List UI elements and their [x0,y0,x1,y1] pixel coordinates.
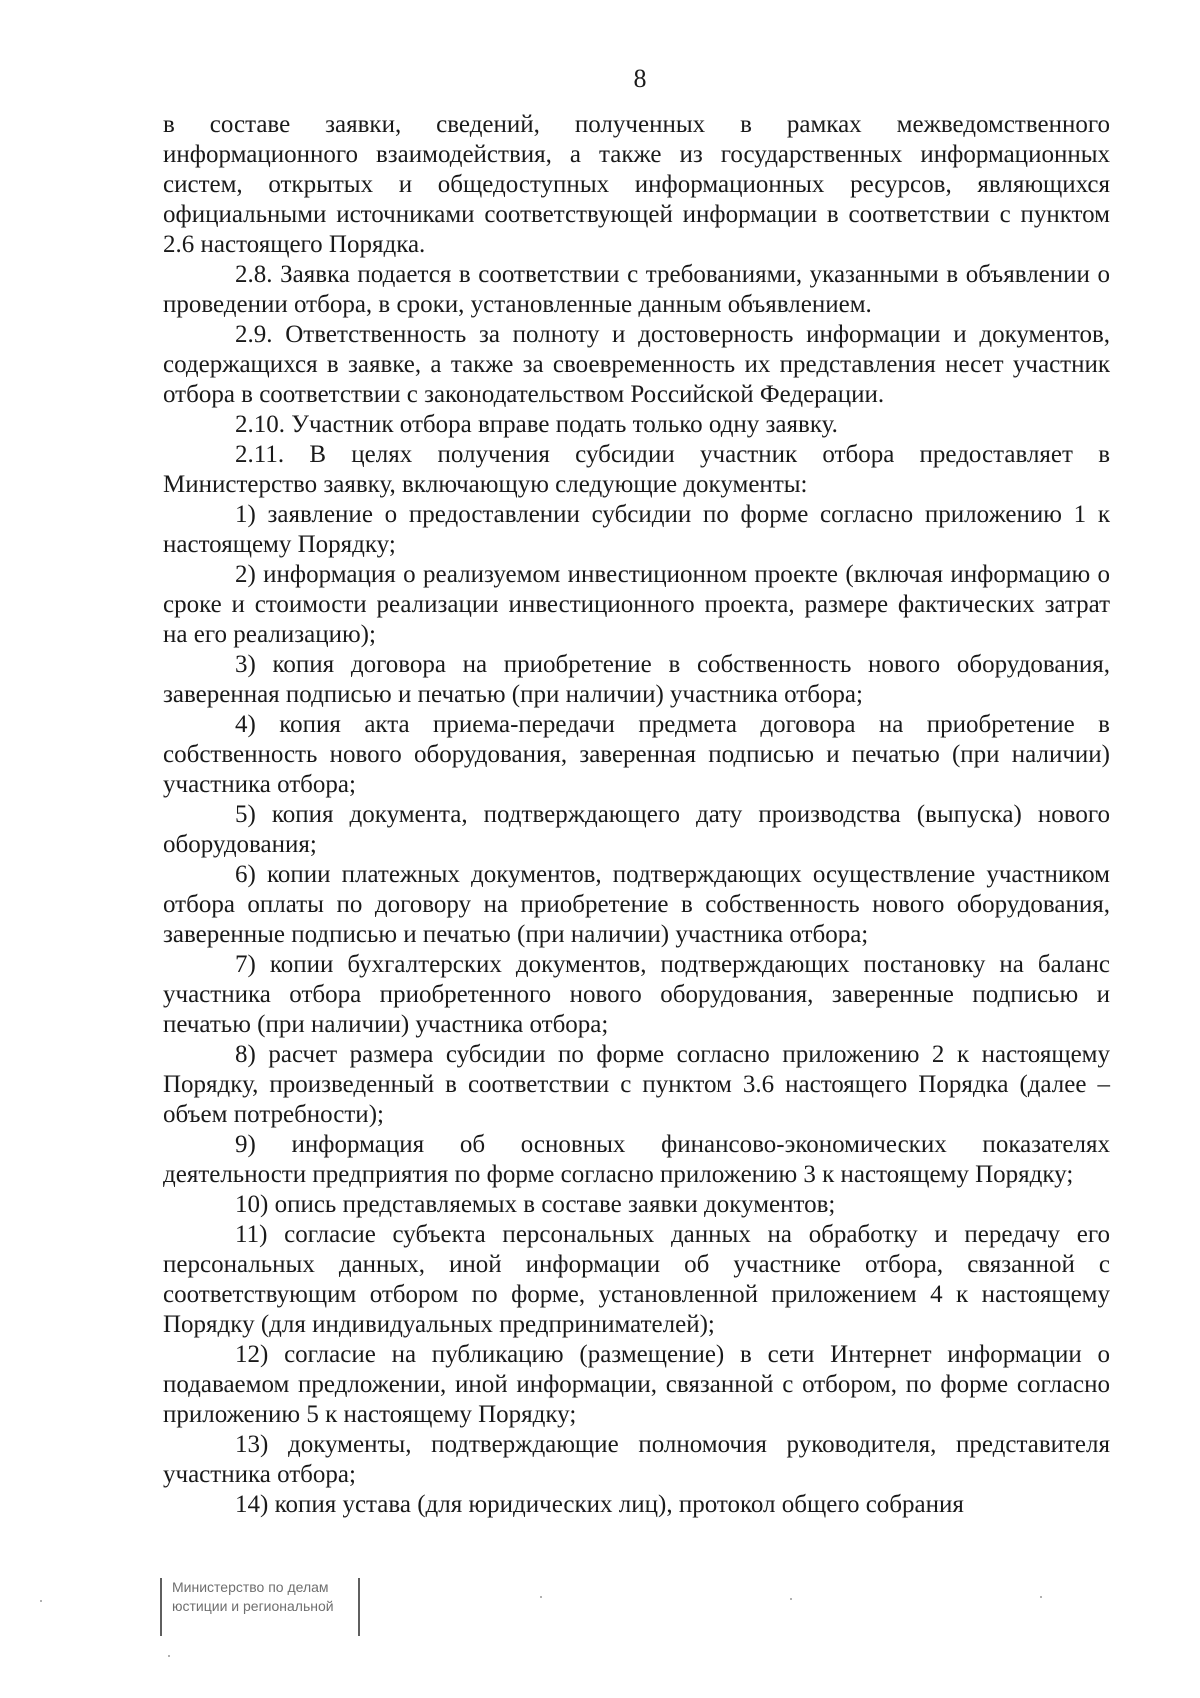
paragraph: в составе заявки, сведений, полученных в рамках межведомственного информационного взаимодействия, а также из государственных информационных систем, открытых и общедоступных информационных ресурсов, являющихся официальными источниками соответствующей информации в соответствии с пунктом 2.6 настоящего Порядка. [163,111,1110,258]
scan-speck [168,1655,170,1657]
stamp-line-2: юстиции и региональной [172,1598,334,1614]
paragraph: 11) согласие субъекта персональных данных на обработку и передачу его персональных данных, иной информации об участнике отбора, связанной с соответствующим отбором по форме, установленной приложением 4 к настоящему Порядку (для индивидуальных предпринимателей); [163,1221,1110,1338]
paragraph: 3) копия договора на приобретение в собственность нового оборудования, заверенная подписью и печатью (при наличии) участника отбора; [163,651,1110,708]
paragraph: 2.11. В целях получения субсидии участник отбора предоставляет в Министерство заявку, включающую следующие документы: [163,441,1110,498]
paragraph: 8) расчет размера субсидии по форме согласно приложению 2 к настоящему Порядку, произведенный в соответствии с пунктом 3.6 настоящего Порядка (далее – объем потребности); [163,1041,1110,1128]
ministry-stamp [160,1578,360,1636]
paragraph: 2) информация о реализуемом инвестиционном проекте (включая информацию о сроке и стоимости реализации инвестиционного проекта, размере фактических затрат на его реализацию); [163,561,1110,648]
scan-speck [1040,1596,1042,1598]
stamp-line-1: Министерство по делам [172,1579,329,1595]
paragraph: 9) информация об основных финансово-экономических показателях деятельности предприятия по форме согласно приложению 3 к настоящему Порядку; [163,1131,1110,1188]
paragraph: 4) копия акта приема-передачи предмета договора на приобретение в собственность нового оборудования, заверенная подписью и печатью (при наличии) участника отбора; [163,711,1110,798]
scan-speck [40,1600,42,1602]
paragraph: 2.8. Заявка подается в соответствии с требованиями, указанными в объявлении о проведении отбора, в сроки, установленные данным объявлением. [163,261,1110,318]
document-body [163,110,1110,1520]
paragraph: 6) копии платежных документов, подтверждающих осуществление участником отбора оплаты по договору на приобретение в собственность нового оборудования, заверенные подписью и печатью (при наличии) участника отбора; [163,861,1110,948]
paragraph: 5) копия документа, подтверждающего дату производства (выпуска) нового оборудования; [163,801,1110,858]
paragraph: 2.9. Ответственность за полноту и достоверность информации и документов, содержащихся в заявке, а также за своевременность их представления несет участник отбора в соответствии с законодательством Российской Федерации. [163,321,1110,408]
paragraph: 10) опись представляемых в составе заявки документов; [235,1191,836,1218]
page-number: 8 [633,64,647,93]
paragraph: 7) копии бухгалтерских документов, подтверждающих постановку на баланс участника отбора приобретенного нового оборудования, заверенные подписью и печатью (при наличии) участника отбора; [163,951,1110,1038]
paragraph: 12) согласие на публикацию (размещение) в сети Интернет информации о подаваемом предложении, иной информации, связанной с отбором, по форме согласно приложению 5 к настоящему Порядку; [163,1341,1110,1428]
scan-speck [540,1596,542,1598]
paragraph: 13) документы, подтверждающие полномочия руководителя, представителя участника отбора; [163,1431,1110,1488]
paragraph: 1) заявление о предоставлении субсидии по форме согласно приложению 1 к настоящему Порядку; [163,501,1110,558]
scan-speck [790,1598,792,1600]
paragraph: 2.10. Участник отбора вправе подать только одну заявку. [235,411,838,438]
paragraph: 14) копия устава (для юридических лиц), протокол общего собрания [235,1491,964,1518]
